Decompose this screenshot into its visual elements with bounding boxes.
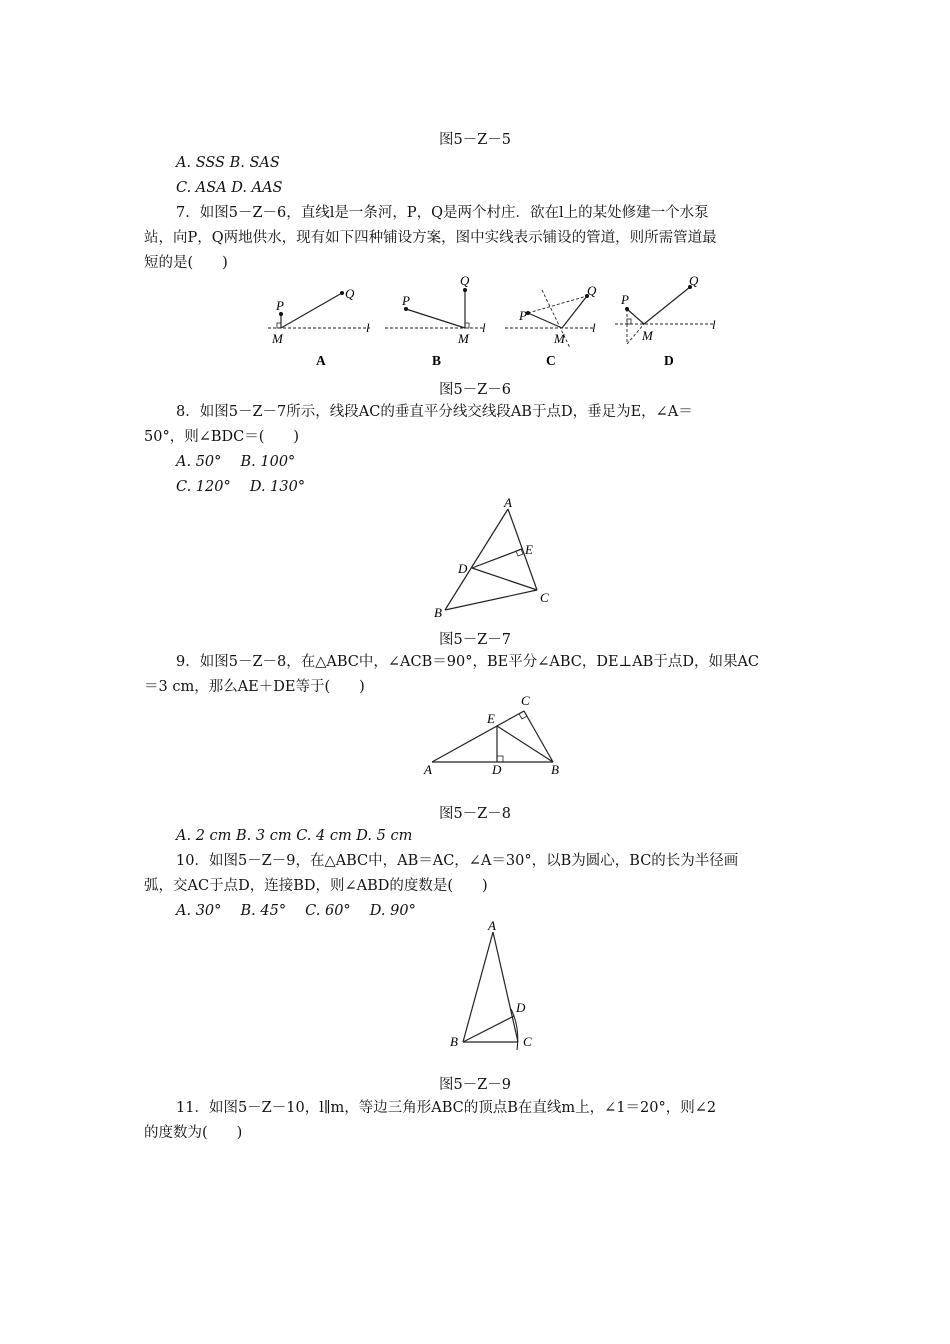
point-d-label: D — [516, 1000, 526, 1015]
point-c-label: C — [523, 1034, 532, 1049]
point-p-label: P — [276, 298, 284, 313]
q6-options-ab: A. SSS B. SAS — [176, 155, 280, 171]
figure-caption-6: 图5－Z－6 — [438, 382, 512, 398]
point-p-label: P — [519, 308, 527, 323]
line-l-label: l — [592, 320, 596, 335]
q7-text-line2: 站，向P，Q两地供水，现有如下四种铺设方案，图中实线表示铺设的管道，则所需管道最 — [144, 230, 717, 246]
q11-text-line1: 11．如图5－Z－10，l∥m，等边三角形ABC的顶点B在直线m上，∠1＝20°，则∠2 — [176, 1100, 717, 1116]
point-d-label: D — [492, 762, 502, 777]
q11-text-line2: 的度数为( ) — [144, 1125, 243, 1141]
point-p-label: P — [402, 293, 410, 308]
point-q-label: Q — [345, 286, 355, 301]
q10-text-line1: 10．如图5－Z－9，在△ABC中，AB＝AC，∠A＝30°，以B为圆心，BC的长为半径画 — [176, 853, 739, 869]
point-m-label: M — [458, 331, 469, 346]
point-a-label: A — [424, 762, 432, 777]
figure-5-z-7 — [425, 495, 565, 620]
q9-text-line1: 9．如图5－Z－8，在△ABC中，∠ACB＝90°，BE平分∠ABC，DE⊥AB于点D，如果AC — [176, 654, 760, 670]
point-a-label: A — [488, 918, 496, 933]
point-q-label: Q — [460, 273, 470, 288]
figure-caption-5: 图5－Z－5 — [438, 132, 512, 148]
subfigure-b — [385, 273, 486, 368]
figure-caption-9: 图5－Z－9 — [438, 1077, 512, 1093]
point-b-label: B — [434, 605, 442, 620]
point-c-label: C — [540, 590, 549, 605]
line-l-label: l — [712, 317, 716, 332]
line-l-label: l — [482, 320, 486, 335]
point-d-label: D — [458, 561, 468, 576]
figure-5-z-6 — [260, 272, 730, 372]
figure-caption-7: 图5－Z－7 — [438, 632, 512, 648]
point-m-label: M — [642, 328, 653, 343]
q7-text-line1: 7．如图5－Z－6，直线l是一条河，P，Q是两个村庄．欲在l上的某处修建一个水泵 — [176, 205, 709, 221]
q8-options-ab: A. 50° B. 100° — [176, 454, 296, 470]
q8-text-line2: 50°，则∠BDC＝( ) — [144, 429, 300, 445]
line-l-label: l — [366, 320, 370, 335]
point-b-label: B — [450, 1034, 458, 1049]
subfigure-a — [268, 286, 370, 368]
q10-text-line2: 弧，交AC于点D，连接BD，则∠ABD的度数是( ) — [144, 878, 488, 894]
subfigure-label: B — [432, 353, 442, 368]
q6-options-cd: C. ASA D. AAS — [176, 180, 283, 196]
point-b-label: B — [551, 762, 559, 777]
point-c-label: C — [521, 693, 530, 708]
subfigure-label: D — [664, 353, 674, 368]
point-p-label: P — [621, 292, 629, 307]
point-e-label: E — [487, 711, 495, 726]
point-q-label: Q — [587, 283, 597, 298]
point-m-label: M — [554, 331, 565, 346]
figure-5-z-9 — [440, 915, 550, 1060]
point-q-label: Q — [689, 273, 699, 288]
point-e-label: E — [525, 542, 533, 557]
subfigure-label: C — [546, 353, 556, 368]
q10-options: A. 30° B. 45° C. 60° D. 90° — [176, 903, 416, 919]
point-a-label: A — [504, 495, 512, 510]
point-m-label: M — [272, 331, 283, 346]
q8-text-line1: 8．如图5－Z－7所示，线段AC的垂直平分线交线段AB于点D，垂足为E，∠A＝ — [176, 404, 693, 420]
figure-caption-8: 图5－Z－8 — [438, 806, 512, 822]
subfigure-c — [505, 283, 597, 368]
q7-text-line3: 短的是( ) — [144, 255, 228, 271]
q8-options-cd: C. 120° D. 130° — [176, 479, 306, 495]
subfigure-d — [615, 273, 716, 368]
q9-text-line2: ＝3 cm，那么AE＋DE等于( ) — [144, 679, 365, 695]
q9-options: A. 2 cm B. 3 cm C. 4 cm D. 5 cm — [176, 828, 413, 844]
subfigure-label: A — [316, 353, 326, 368]
figure-5-z-8 — [420, 690, 570, 780]
